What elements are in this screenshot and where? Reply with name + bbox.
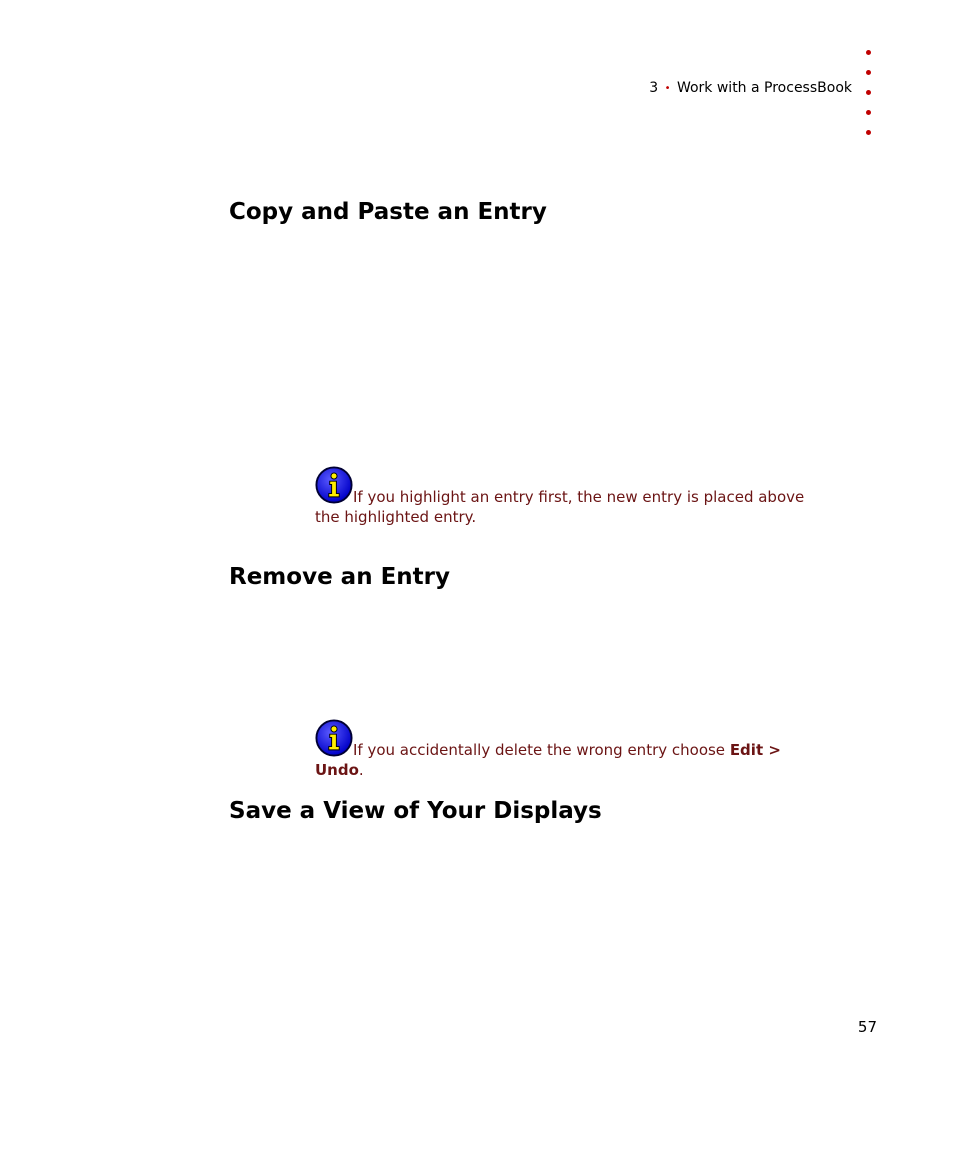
decorative-dot [866, 110, 871, 115]
header-separator-bullet: • [664, 83, 671, 94]
running-header [649, 79, 852, 98]
info-icon [315, 719, 353, 757]
section-heading-copy-paste: Copy and Paste an Entry [229, 199, 547, 225]
chapter-title: Work with a ProcessBook [676, 80, 852, 96]
decorative-dot-column [864, 50, 874, 150]
page-number: 57 [857, 1018, 877, 1036]
note-text: If you highlight an entry first, the new entry is placed above the highlighted entry. [315, 488, 805, 526]
decorative-dot [866, 130, 871, 135]
section-heading-save-view: Save a View of Your Displays [229, 798, 602, 824]
note-copy-paste [315, 466, 825, 527]
menu-path-edit-undo: Edit > Undo [315, 741, 781, 779]
note-remove [315, 719, 825, 780]
decorative-dot [866, 90, 871, 95]
note-text-suffix: . [358, 761, 364, 779]
info-icon [315, 466, 353, 504]
chapter-number: 3 [649, 80, 659, 96]
decorative-dot [866, 50, 871, 55]
decorative-dot [866, 70, 871, 75]
section-heading-remove: Remove an Entry [229, 564, 450, 590]
note-text: If you accidentally delete the wrong entry choose [353, 741, 730, 759]
